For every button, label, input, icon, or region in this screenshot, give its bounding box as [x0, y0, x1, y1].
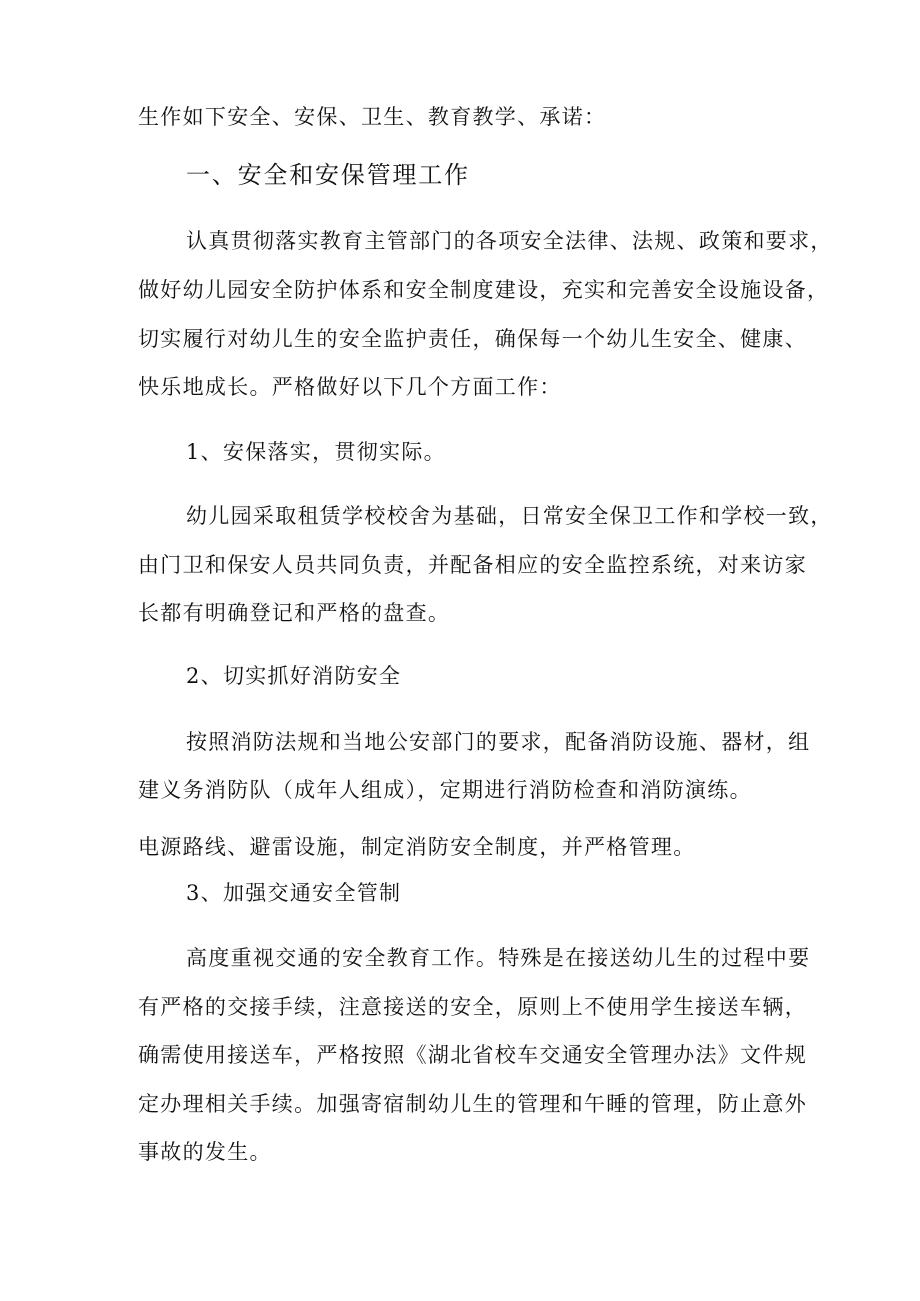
paragraph-line: 高度重视交通的安全教育工作。特殊是在接送幼儿生的过程中要	[186, 946, 811, 970]
paragraph-line: 切实履行对幼儿生的安全监护责任，确保每一个幼儿生安全、健康、	[138, 327, 807, 351]
intro-line: 生作如下安全、安保、卫生、教育教学、承诺：	[138, 105, 607, 129]
paragraph-line: 按照消防法规和当地公安部门的要求，配备消防设施、器材，组	[186, 730, 811, 754]
paragraph-line: 认真贯彻落实教育主管部门的各项安全法律、法规、政策和要求，	[186, 229, 833, 253]
subheading-security: 1、安保落实，贯彻实际。	[186, 440, 446, 464]
paragraph-line: 电源路线、避雷设施，制定消防安全制度，并严格管理。	[138, 835, 696, 859]
paragraph-line: 做好幼儿园安全防护体系和安全制度建设，充实和完善安全设施设备，	[138, 278, 830, 302]
subheading-traffic-safety: 3、加强交通安全管制	[186, 881, 402, 905]
paragraph-line: 由门卫和保安人员共同负责，并配备相应的安全监控系统，对来访家	[138, 553, 807, 577]
paragraph-line: 事故的发生。	[138, 1140, 272, 1164]
section-heading-safety: 一、安全和安保管理工作	[186, 161, 470, 189]
paragraph-line: 有严格的交接手续，注意接送的安全，原则上不使用学生接送车辆，	[138, 995, 807, 1019]
paragraph-line: 建义务消防队（成年人组成），定期进行消防检查和消防演练。	[138, 778, 752, 802]
paragraph-line: 快乐地成长。严格做好以下几个方面工作：	[138, 375, 562, 399]
paragraph-line: 确需使用接送车，严格按照《湖北省校车交通安全管理办法》文件规	[138, 1043, 807, 1067]
subheading-fire-safety: 2、切实抓好消防安全	[186, 664, 402, 688]
paragraph-line: 幼儿园采取租赁学校校舍为基础，日常安全保卫工作和学校一致，	[186, 504, 833, 528]
paragraph-line: 长都有明确登记和严格的盘查。	[138, 601, 451, 625]
paragraph-line: 定办理相关手续。加强寄宿制幼儿生的管理和午睡的管理，防止意外	[138, 1092, 807, 1116]
